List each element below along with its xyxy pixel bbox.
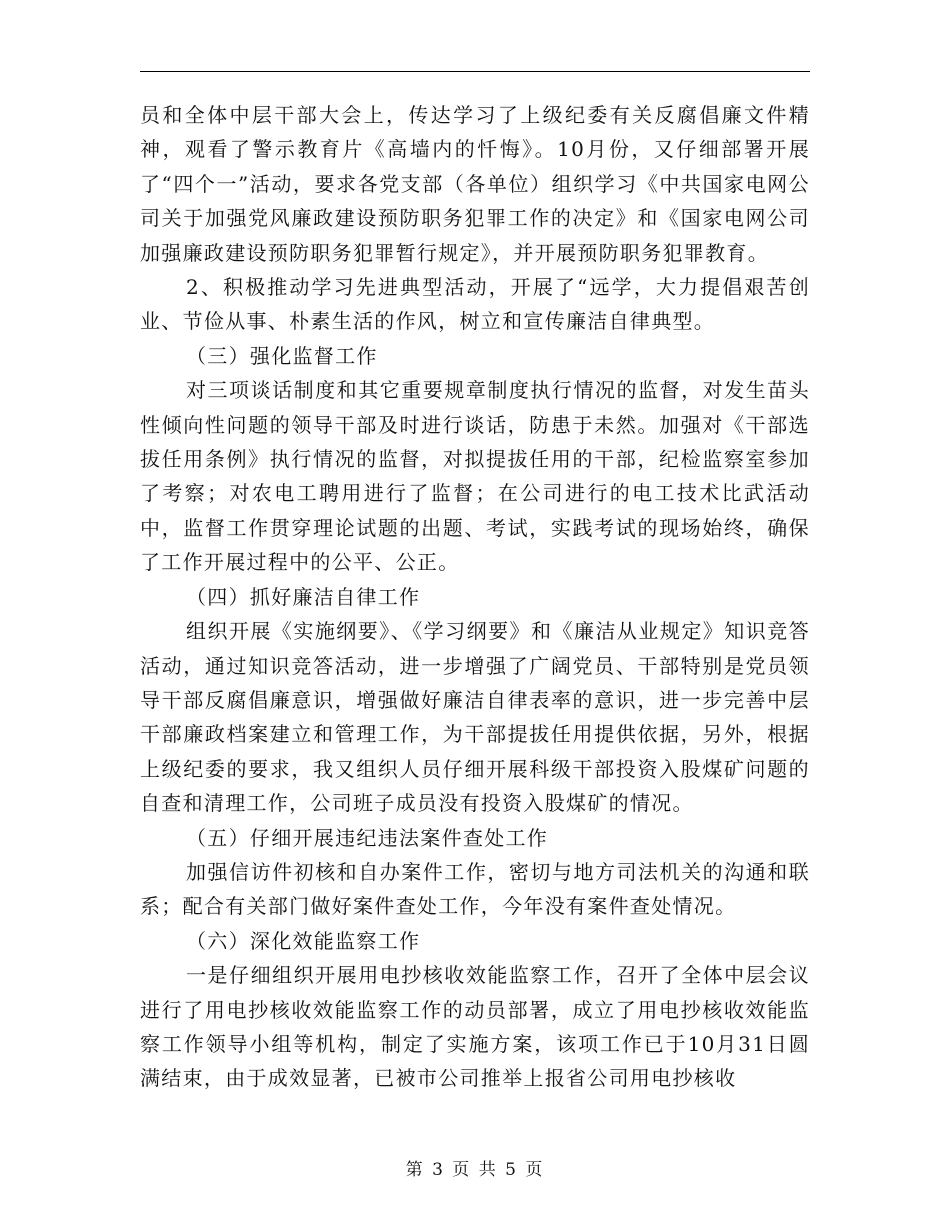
paragraph-continuation: 员和全体中层干部大会上，传达学习了上级纪委有关反腐倡廉文件精神，观看了警示教育片《高墙内的忏悔》。10月份，又仔细部署开展了“四个一”活动，要求各党支部（各单位）组织学习《中共国家电网公司关于加强党风廉政建设预防职务犯罪工作的决定》和《国家电网公司加强廉政建设预防职务犯罪暂行规定》，并开展预防职务犯罪教育。 (140, 103, 810, 265)
header-rule (140, 71, 810, 72)
paragraph-efficiency-monitoring: 一是仔细组织开展用电抄核收效能监察工作，召开了全体中层会议进行了用电抄核收效能监察工作的动员部署，成立了用电抄核收效能监察工作领导小组等机构，制定了实施方案，该项工作已于10月31日圆满结束，由于成效显著，已被市公司推举上报省公司用电抄核收 (140, 963, 810, 1091)
paragraph-self-discipline: 组织开展《实施纲要》、《学习纲要》和《廉洁从业规定》知识竞答活动，通过知识竞答活动，进一步增强了广阔党员、干部特别是党员领导干部反腐倡廉意识，增强做好廉洁自律表率的意识，进一步完善中层干部廉政档案建立和管理工作，为干部提拔任用提供依据，另外，根据上级纪委的要求，我又组织人员仔细开展科级干部投资入股煤矿问题的自查和清理工作，公司班子成员没有投资入股煤矿的情况。 (140, 619, 810, 816)
paragraph-supervision: 对三项谈话制度和其它重要规章制度执行情况的监督，对发生苗头性倾向性问题的领导干部及时进行谈话，防患于未然。加强对《干部选拔任用条例》执行情况的监督，对拟提拔任用的干部，纪检监察室参加了考察；对农电工聘用进行了监督；在公司进行的电工技术比武活动中，监督工作贯穿理论试题的出题、考试，实践考试的现场始终，确保了工作开展过程中的公平、公正。 (140, 378, 810, 575)
section-heading-supervision: （三）强化监督工作 (186, 343, 378, 368)
section-heading-self-discipline: （四）抓好廉洁自律工作 (186, 584, 421, 609)
paragraph-typical-learning: 2、积极推动学习先进典型活动，开展了“远学，大力提倡艰苦创业、节俭从事、朴素生活的作风，树立和宣传廉洁自律典型。 (140, 275, 810, 334)
section-heading-efficiency-monitoring: （六）深化效能监察工作 (186, 928, 421, 953)
paragraph-case-handling: 加强信访件初核和自办案件工作，密切与地方司法机关的沟通和联系；配合有关部门做好案件查处工作，今年没有案件查处情况。 (140, 859, 810, 919)
document-body (140, 98, 810, 1096)
section-heading-case-handling: （五）仔细开展违纪违法案件查处工作 (186, 825, 549, 850)
page-number-footer: 第 3 页 共 5 页 (405, 1160, 545, 1180)
